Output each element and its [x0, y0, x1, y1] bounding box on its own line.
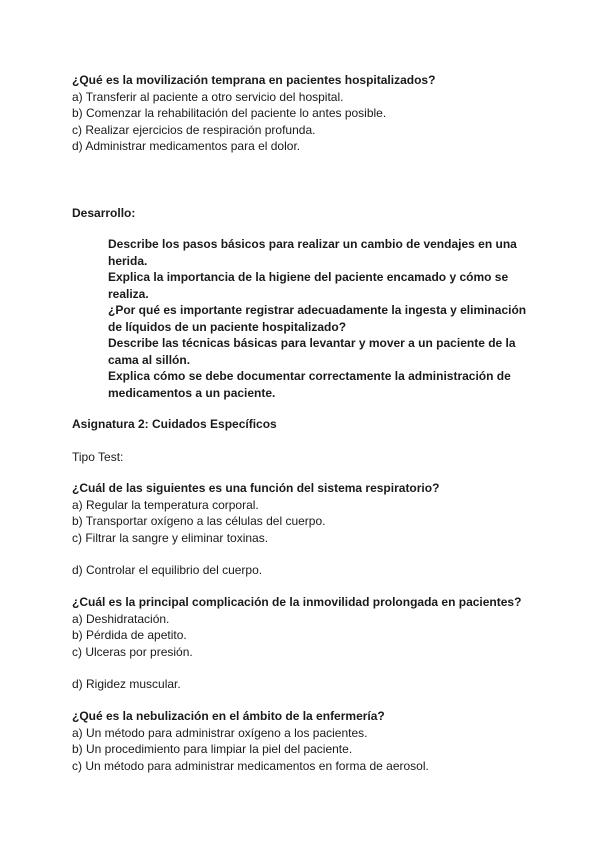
question-text: ¿Cuál de las siguientes es una función del sistema respiratorio?	[72, 481, 440, 495]
desarrollo-item: Explica la importancia de la higiene del paciente encamado y cómo se realiza.	[108, 270, 509, 301]
question-block-1	[72, 72, 542, 155]
option-c: c) Un método para administrar medicamentos en forma de aerosol.	[72, 758, 429, 773]
option-a: a) Un método para administrar oxígeno a los pacientes.	[72, 725, 368, 740]
test-type-label: Tipo Test:	[72, 450, 124, 464]
asignatura-section	[72, 416, 542, 433]
option-c: c) Filtrar la sangre y eliminar toxinas.	[72, 530, 269, 545]
question-block-3	[72, 594, 542, 693]
option-c: c) Realizar ejercicios de respiración profunda.	[72, 122, 316, 137]
question-block-4	[72, 708, 542, 774]
option-a: a) Transferir al paciente a otro servicio del hospital.	[72, 89, 344, 104]
option-d: d) Controlar el equilibrio del cuerpo.	[72, 563, 263, 577]
desarrollo-item: ¿Por qué es importante registrar adecuadamente la ingesta y eliminación de líquidos de un paciente hospitalizado?	[108, 303, 527, 334]
desarrollo-item: Describe los pasos básicos para realizar un cambio de vendajes en una herida.	[108, 237, 517, 268]
section-heading: Desarrollo:	[72, 206, 136, 220]
desarrollo-list	[108, 236, 528, 401]
option-a: a) Regular la temperatura corporal.	[72, 497, 259, 512]
option-d: d) Administrar medicamentos para el dolor.	[72, 139, 301, 153]
desarrollo-item: Explica cómo se debe documentar correctamente la administración de medicamentos a un paciente.	[108, 369, 511, 400]
option-d: d) Rigidez muscular.	[72, 677, 181, 691]
option-c: c) Ulceras por presión.	[72, 644, 193, 659]
option-b: b) Comenzar la rehabilitación del paciente lo antes posible.	[72, 106, 387, 120]
desarrollo-item: Describe las técnicas básicas para levantar y mover a un paciente de la cama al sillón.	[108, 336, 516, 367]
subject-heading: Asignatura 2: Cuidados Específicos	[72, 417, 277, 431]
option-a: a) Deshidratación.	[72, 611, 170, 626]
option-b: b) Pérdida de apetito.	[72, 628, 187, 642]
question-text: ¿Qué es la movilización temprana en pacientes hospitalizados?	[72, 73, 436, 87]
question-text: ¿Qué es la nebulización en el ámbito de la enfermería?	[72, 709, 385, 723]
test-type	[72, 449, 542, 466]
option-b: b) Un procedimiento para limpiar la piel del paciente.	[72, 742, 353, 756]
question-block-2	[72, 480, 542, 579]
question-text: ¿Cuál es la principal complicación de la inmovilidad prolongada en pacientes?	[72, 595, 522, 609]
desarrollo-section	[72, 205, 542, 222]
option-b: b) Transportar oxígeno a las células del cuerpo.	[72, 514, 326, 528]
